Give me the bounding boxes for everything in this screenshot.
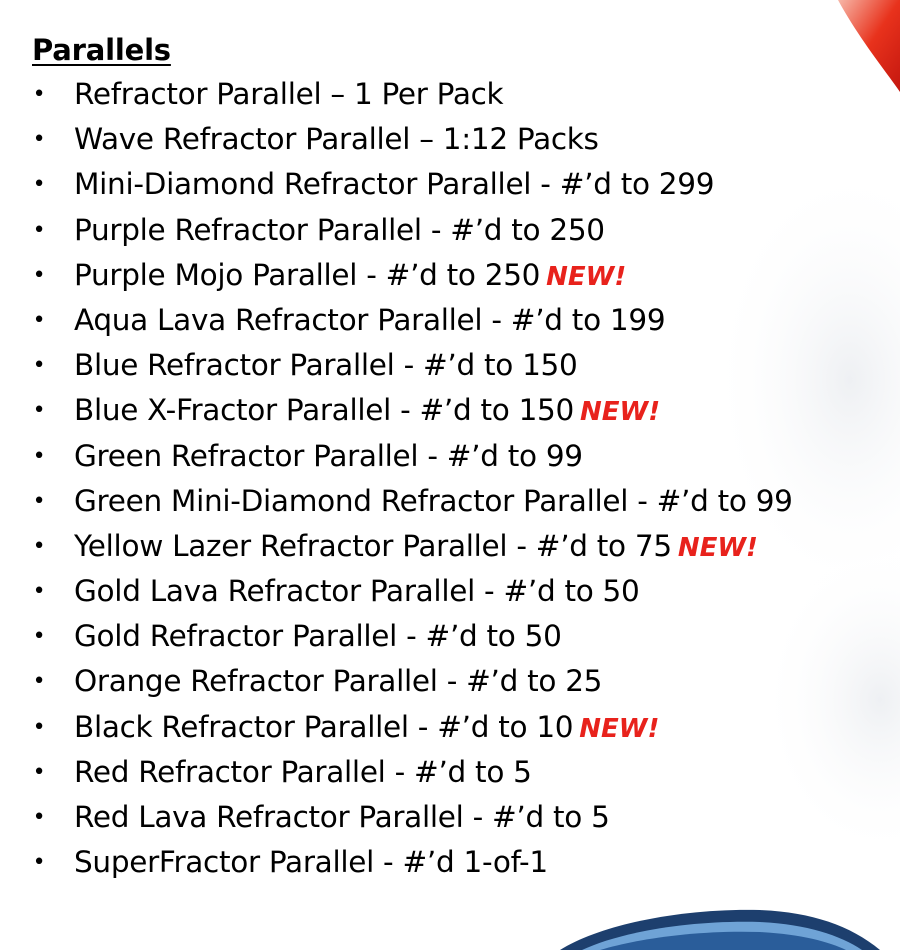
list-item — [32, 840, 892, 885]
item-text: Refractor Parallel – 1 Per Pack — [74, 77, 504, 111]
bullet-icon: • — [32, 127, 46, 153]
bullet-icon: • — [32, 759, 46, 785]
item-text: Green Refractor Parallel - #’d to 99 — [74, 438, 583, 473]
new-badge: NEW! — [579, 713, 660, 744]
item-text: Purple Refractor Parallel - #’d to 250 — [74, 212, 605, 247]
list-item — [32, 388, 892, 433]
item-text: Green Mini-Diamond Refractor Parallel - #’d to 99 — [74, 483, 793, 518]
item-text: SuperFractor Parallel - #’d 1-of-1 — [74, 845, 548, 880]
item-text: Gold Lava Refractor Parallel - #’d to 50 — [74, 574, 640, 609]
item-text: Blue Refractor Parallel - #’d to 150 — [74, 348, 578, 383]
new-badge: NEW! — [546, 261, 627, 292]
new-badge: NEW! — [677, 532, 758, 563]
bullet-icon: • — [32, 579, 46, 605]
new-badge: NEW! — [580, 397, 661, 428]
list-item — [32, 343, 892, 388]
bullet-icon: • — [32, 488, 46, 514]
item-text: Orange Refractor Parallel - #’d to 25 — [74, 664, 603, 699]
item-text: Red Refractor Parallel - #’d to 5 — [74, 754, 532, 789]
item-text: Blue X-Fractor Parallel - #’d to 150 — [74, 393, 574, 428]
list-item — [32, 524, 892, 569]
bullet-icon: • — [32, 307, 46, 333]
section-heading: Parallels — [32, 33, 171, 67]
bullet-icon: • — [32, 217, 46, 243]
bullet-icon: • — [32, 533, 46, 559]
bullet-icon: • — [32, 624, 46, 650]
bullet-icon: • — [32, 398, 46, 424]
item-text: Wave Refractor Parallel – 1:12 Packs — [74, 122, 599, 157]
parallels-section — [32, 28, 892, 885]
list-item — [32, 434, 892, 479]
list-item — [32, 705, 892, 750]
list-item — [32, 569, 892, 614]
bullet-icon: • — [32, 353, 46, 379]
list-item — [32, 659, 892, 704]
bullet-icon: • — [32, 669, 46, 695]
list-item — [32, 614, 892, 659]
item-text: Red Lava Refractor Parallel - #’d to 5 — [74, 800, 610, 834]
list-item — [32, 795, 892, 840]
item-text: Black Refractor Parallel - #’d to 10 — [74, 709, 574, 744]
item-text: Yellow Lazer Refractor Parallel - #’d to 75 — [74, 528, 672, 563]
item-text: Gold Refractor Parallel - #’d to 50 — [74, 619, 562, 654]
bullet-icon: • — [32, 82, 46, 107]
list-item — [32, 253, 892, 298]
list-item — [32, 208, 892, 253]
list-item — [32, 479, 892, 524]
bullet-icon: • — [32, 172, 46, 198]
parallels-list — [32, 72, 892, 885]
bullet-icon: • — [32, 714, 46, 740]
item-text: Aqua Lava Refractor Parallel - #’d to 199 — [74, 302, 666, 337]
list-item — [32, 72, 892, 117]
bullet-icon: • — [32, 443, 46, 469]
bullet-icon: • — [32, 850, 46, 876]
item-text: Mini-Diamond Refractor Parallel - #’d to 299 — [74, 167, 715, 202]
item-text: Purple Mojo Parallel - #’d to 250 — [74, 257, 541, 292]
list-item — [32, 162, 892, 207]
list-item — [32, 117, 892, 162]
list-item — [32, 750, 892, 795]
list-item — [32, 298, 892, 343]
bullet-icon: • — [32, 262, 46, 288]
bullet-icon: • — [32, 805, 46, 830]
